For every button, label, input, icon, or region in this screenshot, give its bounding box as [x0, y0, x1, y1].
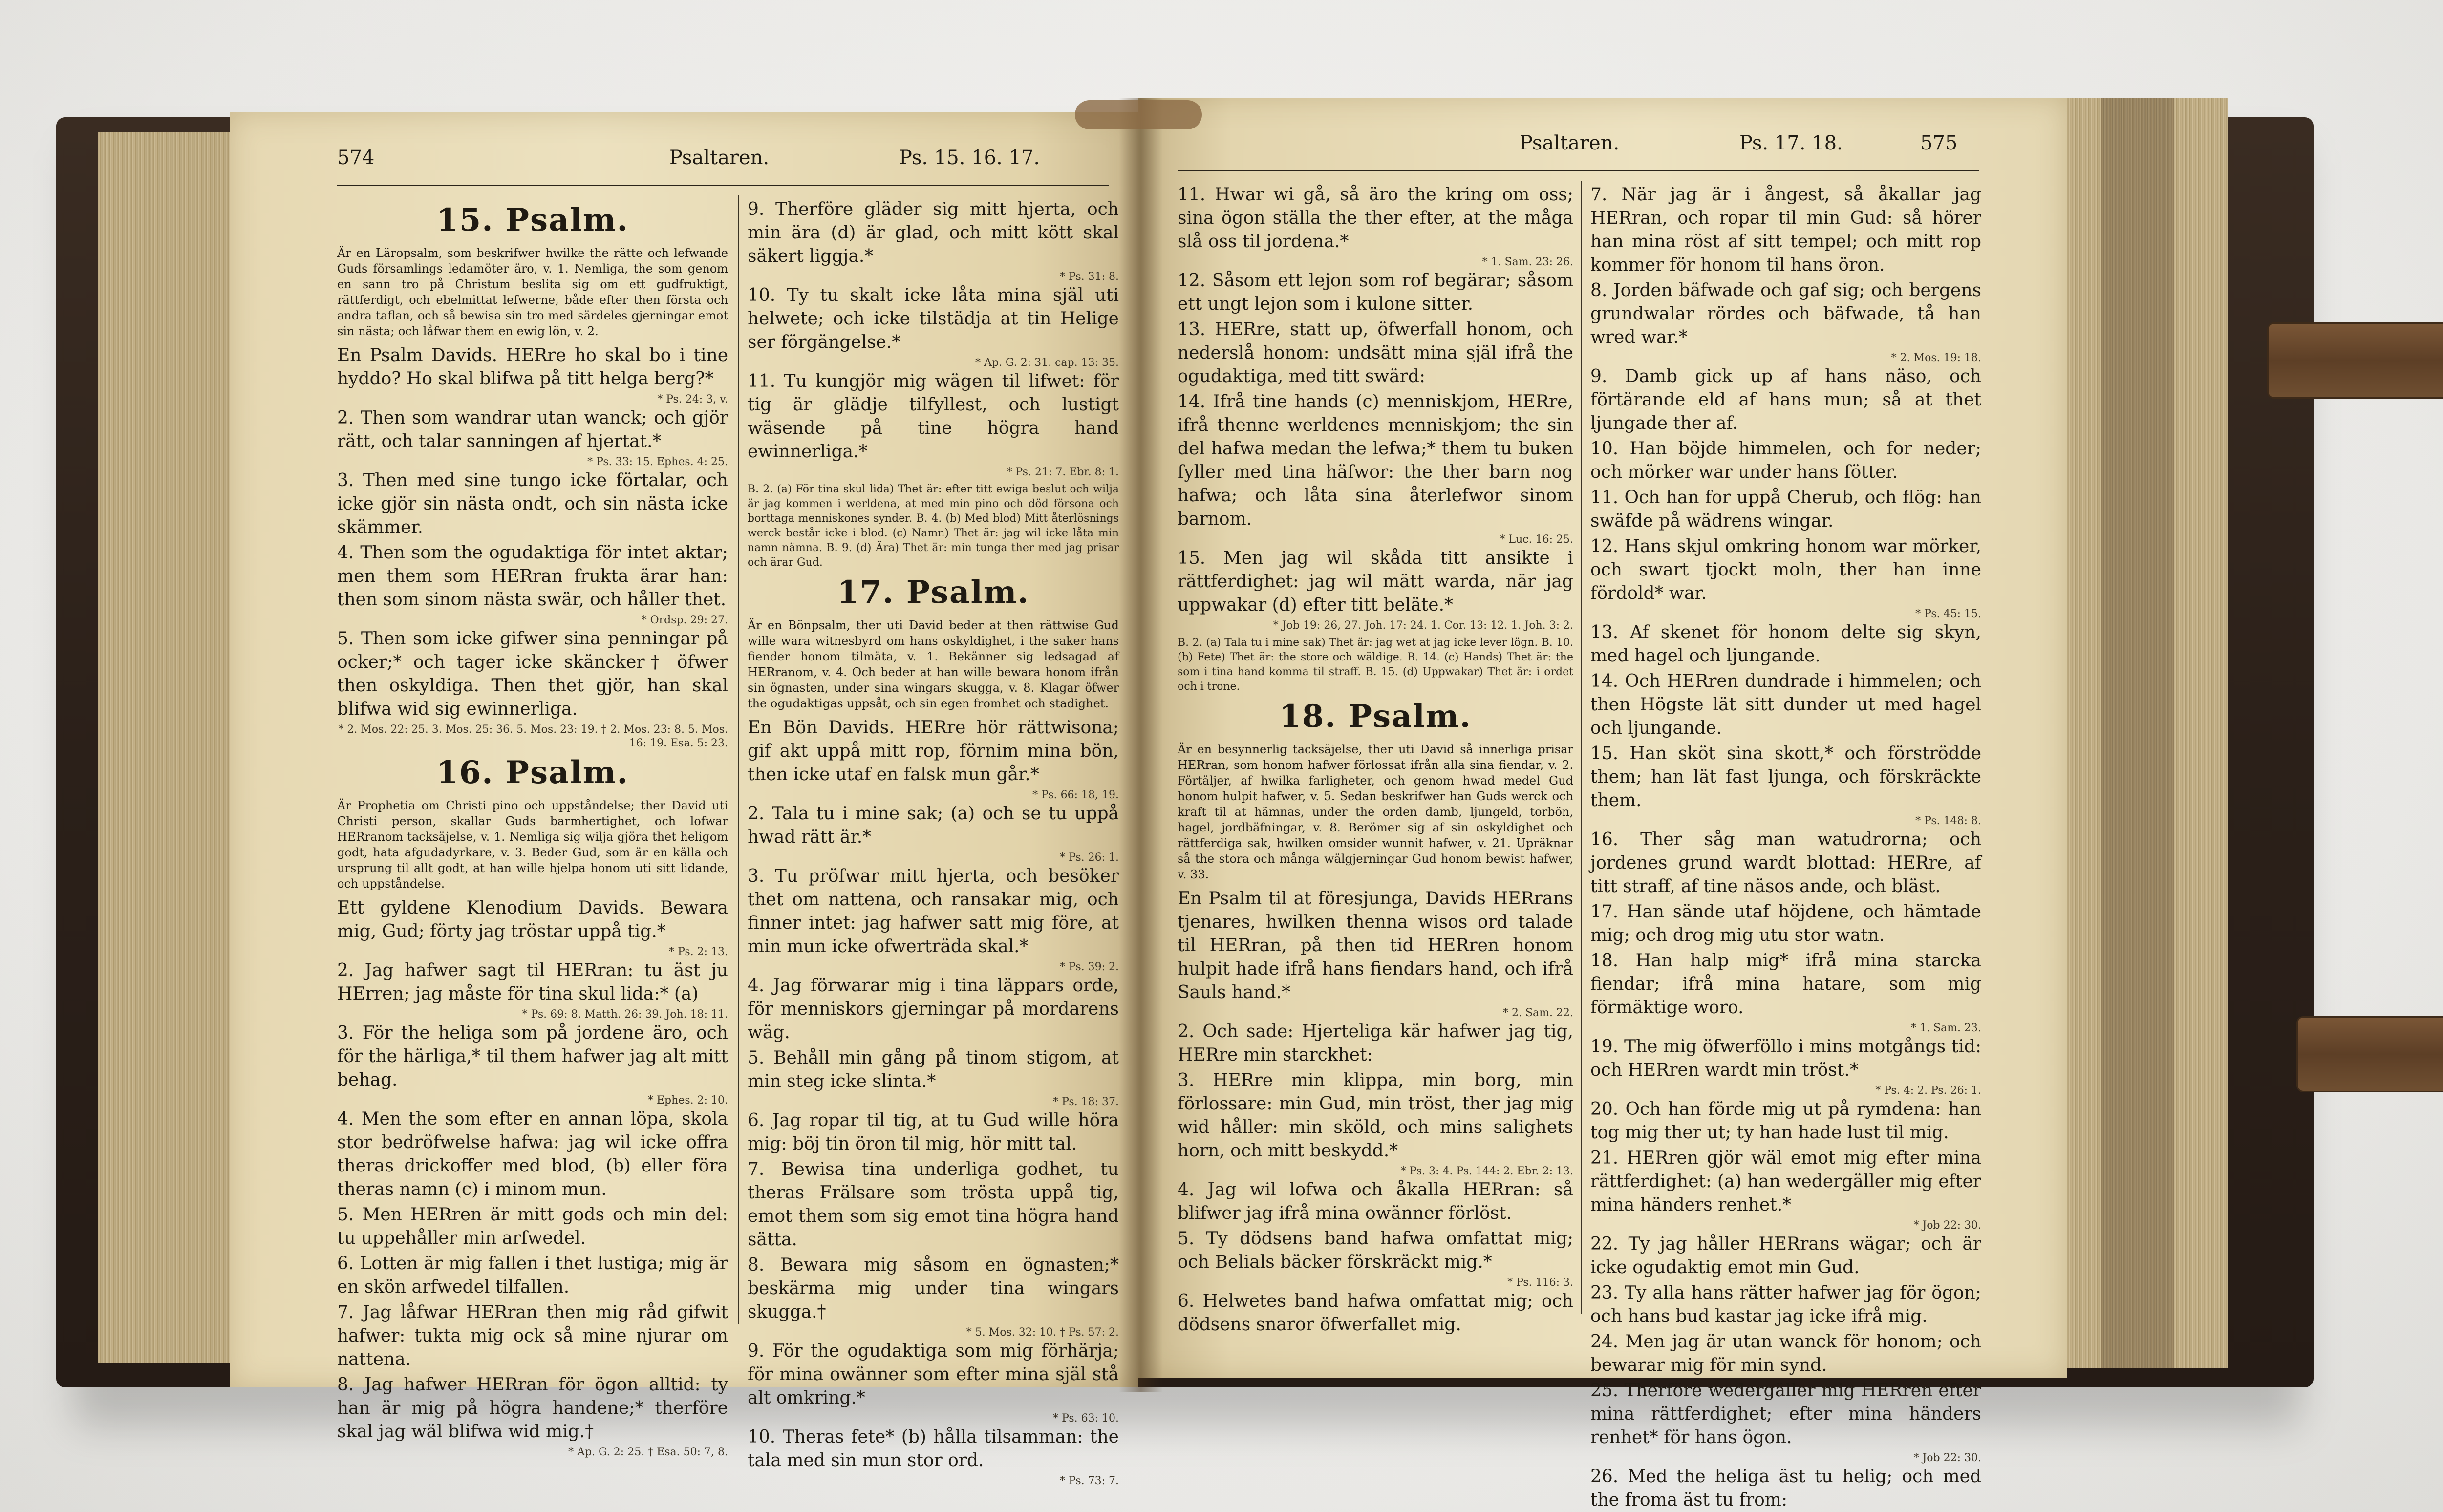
- verse: 3. Then med sine tungo icke förtalar, och icke gjör sin nästa ondt, och sin nästa icke skämmer.: [337, 470, 728, 537]
- cross-reference: * Job 22: 30.: [1913, 1452, 1981, 1464]
- cross-reference: * 2. Mos. 22: 25. 3. Mos. 25: 36. 5. Mos. 23: 19. † 2. Mos. 23: 8. 5. Mos. 16: 19. Esa. 5: 23.: [338, 724, 728, 749]
- verse: 5. Men HERren är mitt gods och min del: tu uppehåller min arfwedel.: [337, 1205, 728, 1248]
- verse: 5. Then som icke gifwer sina penningar på ocker;* och tager icke skäncker† öfwer then oskyldiga. Then thet gjör, han skal blifwa wid sig ewinnerliga.: [337, 629, 728, 719]
- verse: Ett gyldene Klenodium Davids. Bewara mig, Gud; förty jag tröstar uppå tig.*: [337, 898, 728, 941]
- cross-reference: * Ps. 21: 7. Ebr. 8: 1.: [1007, 466, 1119, 478]
- cross-reference: * Ap. G. 2: 25. † Esa. 50: 7, 8.: [568, 1446, 728, 1458]
- verse: 13. Af skenet för honom delte sig skyn, med hagel och ljungande.: [1590, 622, 1981, 666]
- verse: 10. Han böjde himmelen, och for neder; och mörker war under hans fötter.: [1590, 439, 1981, 482]
- cross-reference: * Ps. 18: 37.: [1053, 1096, 1119, 1108]
- header-rule: [1178, 170, 1979, 171]
- verse: 4. Jag förwarar mig i tina läppars orde, för menniskors gjerningar på mordarens wäg.: [748, 976, 1119, 1043]
- verse: 11. Och han for uppå Cherub, och flög: han swäfde på wädrens wingar.: [1590, 488, 1981, 531]
- verse: 6. Jag ropar til tig, at tu Gud wille höra mig: böj tin öron til mig, hör mitt tal.: [748, 1110, 1119, 1154]
- verse: 3. För the heliga som på jordene äro, och för the härliga,* til them hafwer jag alt mitt behag.: [337, 1023, 728, 1090]
- verse: 14. Ifrå tine hands (c) menniskjom, HERre, ifrå thenne werldenes menniskjom; the sin del hafwa medan the lefwa;* them tu buken fyller med tina häfwor: the ther barn nog hafwa; och låta sina återlefwor sinom barnom.: [1178, 392, 1573, 529]
- page-number: 575: [1920, 132, 1958, 154]
- cross-reference: * Job 19: 26, 27. Joh. 17: 24. 1. Cor. 13: 12. 1. Joh. 3: 2.: [1273, 619, 1573, 632]
- running-title: Psaltaren.: [669, 147, 770, 169]
- chapter-range: Ps. 15. 16. 17.: [899, 147, 1040, 169]
- psalm-title: 16. Psalm.: [436, 754, 629, 791]
- verse: 7. Jag låfwar HERran then mig råd gifwit hafwer: tukta mig ock så mine njurar om nattena.: [337, 1302, 728, 1369]
- verse: 4. Men the som efter en annan löpa, skola stor bedröfwelse hafwa: jag wil icke offra theras drickoffer med blod, (b) eller föra theras namn (c) i minom mun.: [337, 1109, 728, 1199]
- cross-reference: * Ps. 33: 15. Ephes. 4: 25.: [587, 456, 728, 468]
- verse: 13. HERre, statt up, öfwerfall honom, och nederslå honom: undsätt mina själ ifrå the ogudaktiga, med titt swärd:: [1178, 319, 1573, 386]
- verse: 4. Then som the ogudaktiga för intet aktar; men them som HERran frukta ärar han: then som sinom nästa swär, och håller thet.: [337, 543, 728, 610]
- clasp-strap-upper: [2267, 322, 2443, 399]
- cross-reference: * Ps. 45: 15.: [1915, 608, 1981, 620]
- cross-reference: * 2. Mos. 19: 18.: [1891, 352, 1981, 364]
- cross-reference: * Ps. 39: 2.: [1060, 961, 1119, 973]
- footnotes: B. 2. (a) För tina skul lida) Thet är: efter titt ewiga beslut och wilja är jag kommen i werldena, at med min pino och död försona och borttaga menniskones synder. B. 4. (b) Med blod) Mitt återlösnings werck består icke i blod. (c) Namn) Thet är: jag wil icke låta min namn nämna. B. 9. (d) Ära) Thet är: min tunga ther med jag prisar och ärar Gud.: [748, 483, 1119, 569]
- cross-reference: * Ps. 26: 1.: [1060, 852, 1119, 864]
- psalm-summary: Är en besynnerlig tacksäjelse, ther uti David så innerliga prisar HERran, som honom hafwer förlossat ifrån alla sina fiendar, v. 2. Förtäljer, af hwilka farligheter, och genom hwad medel Gud honom hulpit hafwer, v. 5. Sedan beskrifwer han Guds werck och kraft til at hämnas, under the orden damb, ljungeld, torbön, hagel, jordbäfningar, v. 8. Berömer sig af sin oskyldighet och rättferdiga sak, hwilken omsider wunnit hafwer, v. 21. Upräknar så the stora och många wälgjerningar Gud honom bewist hafwer, v. 33.: [1178, 743, 1573, 881]
- verse: 15. Men jag wil skåda titt ansikte i rättferdighet: jag wil mätt warda, när jag uppwakar (d) efter titt beläte.*: [1178, 548, 1573, 615]
- verse: 9. För the ogudaktiga som mig förhärja; för mina owänner som efter mina själ stå alt omkring.*: [748, 1341, 1119, 1408]
- right-page: [1138, 98, 2067, 1510]
- verse: 23. Ty alla hans rätter hafwer jag för ögon; och hans bud kastar jag icke ifrå mig.: [1590, 1283, 1981, 1326]
- cross-reference: * Ps. 73: 7.: [1060, 1475, 1119, 1487]
- verse: 26. Med the heliga äst tu helig; och med the froma äst tu from:: [1590, 1467, 1981, 1510]
- psalm-title: 18. Psalm.: [1279, 698, 1472, 735]
- column-divider: [1581, 181, 1582, 1314]
- chapter-range: Ps. 17. 18.: [1739, 132, 1843, 154]
- verse: En Psalm til at föresjunga, Davids HERrans tjenares, hwilken thenna wisos ord talade til HERran, på then tid HERren honom hulpit hade ifrå hans fiendars hand, och ifrå Sauls hand.*: [1178, 889, 1573, 1002]
- cross-reference: * 5. Mos. 32: 10. † Ps. 57: 2.: [966, 1326, 1119, 1339]
- cross-reference: * Ps. 116: 3.: [1507, 1277, 1573, 1289]
- verse: 11. Hwar wi gå, så äro the kring om oss; sina ögon ställa the ther efter, at the måga slå oss til jordena.*: [1178, 185, 1573, 252]
- verse: 2. Jag hafwer sagt til HERran: tu äst ju HErren; jag måste för tina skul lida:* (a): [337, 960, 728, 1004]
- page-number: 574: [337, 147, 375, 169]
- center-gutter-shadow: [1119, 98, 1163, 1392]
- verse: 8. Jag hafwer HERran för ögon alltid: ty han är mig på högra handene;* therföre skal jag wäl blifwa wid mig.†: [337, 1375, 728, 1442]
- verse: 2. Then som wandrar utan wanck; och gjör rätt, och talar sanningen af hjertat.*: [337, 408, 728, 451]
- verse: 6. Helwetes band hafwa omfattat mig; och dödsens snaror öfwerfallet mig.: [1178, 1291, 1573, 1335]
- verse: 9. Therföre gläder sig mitt hjerta, och min ära (d) är glad, och mitt kött skal säkert liggja.*: [748, 199, 1119, 266]
- header-rule: [337, 185, 1109, 186]
- cross-reference: * Ephes. 2: 10.: [648, 1094, 728, 1107]
- verse: 22. Ty jag håller HERrans wägar; och är icke ogudaktig emot min Gud.: [1590, 1234, 1981, 1278]
- left-page-edges: [98, 132, 230, 1363]
- verse: 14. Och HERren dundrade i himmelen; och then Högste lät sitt dunder ut med hagel och ljungande.: [1590, 671, 1981, 738]
- verse: 2. Tala tu i mine sak; (a) och se tu uppå hwad rätt är.*: [748, 804, 1119, 847]
- verse: 4. Jag wil lofwa och åkalla HERran: så blifwer jag ifrå mina owänner förlöst.: [1178, 1180, 1573, 1223]
- cross-reference: * Ap. G. 2: 31. cap. 13: 35.: [975, 357, 1119, 369]
- verse: 10. Theras fete* (b) hålla tilsamman: the tala med sin mun stor ord.: [748, 1427, 1119, 1470]
- psalm-title: 17. Psalm.: [837, 574, 1029, 611]
- cross-reference: * Ps. 63: 10.: [1053, 1412, 1119, 1425]
- verse: 5. Ty dödsens band hafwa omfattat mig; och Belials bäcker förskräckt mig.*: [1178, 1229, 1573, 1272]
- verse: 3. Tu pröfwar mitt hjerta, och besöker thet om nattena, och ransakar mig, och finner intet: jag hafwer satt mig före, at min mun icke ofwerträda skal.*: [748, 866, 1119, 957]
- cross-reference: * Ps. 148: 8.: [1915, 815, 1981, 827]
- cross-reference: * Ps. 2: 13.: [669, 946, 728, 958]
- verse: 7. När jag är i ångest, så åkallar jag HERran, och ropar til min Gud: så hörer han mina röst af sitt tempel; och mitt rop kommer för honom til hans öron.: [1590, 185, 1981, 275]
- verse: 21. HERren gjör wäl emot mig efter mina rättferdighet: (a) han wedergäller mig efter mina händers renhet.*: [1590, 1148, 1981, 1215]
- running-title: Psaltaren.: [1520, 132, 1620, 154]
- verse: 17. Han sände utaf höjdene, och hämtade mig; och drog mig utu stor watn.: [1590, 902, 1981, 945]
- clasp-strap-lower: [2296, 1016, 2443, 1092]
- cross-reference: * Ordsp. 29: 27.: [641, 614, 728, 626]
- cross-reference: * Luc. 16: 25.: [1500, 533, 1573, 546]
- left-page-header: [230, 147, 1138, 181]
- cross-reference: * Ps. 66: 18, 19.: [1032, 789, 1119, 801]
- cross-reference: * Ps. 24: 3, v.: [657, 393, 728, 405]
- psalm-summary: Är Prophetia om Christi pino och uppståndelse; ther David uti Christi person, skallar Guds barmhertighet, och lofwar HERranom tacksäjelse, v. 1. Nemliga sig wilja gjöra thet heligom godt, hata afgudadyrkare, v. 3. Beder Gud, som är en källa och ursprung til allt godt, at han wille hjelpa honom uti sitt lidande, och uppståndelse.: [337, 799, 728, 891]
- verse: 12. Hans skjul omkring honom war mörker, och swart tjockt moln, ther han inne fördold* war.: [1590, 536, 1981, 603]
- right-page-column-2: [1590, 183, 1981, 1510]
- psalm-title: 15. Psalm.: [436, 202, 629, 238]
- verse: 19. The mig öfwerföllo i mins motgångs tid: och HERren wardt min tröst.*: [1590, 1037, 1981, 1080]
- footnotes: B. 2. (a) Tala tu i mine sak) Thet är: jag wet at jag icke lever lögn. B. 10. (b) Fete) Thet är: the store och wäldige. B. 14. (c) Hands) Thet är: the som i tina hand komma til straff. B. 15. (d) Uppwakar) Thet är: i ordet och i trone.: [1178, 637, 1573, 693]
- verse: 15. Han sköt sina skott,* och förströdde them; han lät fast ljunga, och förskräckte them.: [1590, 744, 1981, 810]
- verse: 8. Bewara mig såsom en ögnasten;* beskärma mig under tina wingars skugga.†: [748, 1255, 1119, 1322]
- psalm-summary: Är en Bönpsalm, ther uti David beder at then rättwise Gud wille wara witnesbyrd om hans oskyldighet, i the saker hans fiender honom tilmäta, v. 1. Bekänner sig ledsagad af HERranom, v. 4. Och beder at han wille bewara honom ifrån sin ögnasten, under sina wingars skugga, v. 8. Klagar öfwer the ogudaktigas uppsåt, och sin egen fromhet och stadighet.: [748, 618, 1119, 710]
- verse: 12. Såsom ett lejon som rof begärar; såsom ett ungt lejon som i kulone sitter.: [1178, 271, 1573, 314]
- column-divider: [738, 195, 739, 1324]
- verse: 9. Damb gick up af hans näso, och förtärande eld af hans mun; så at thet ljungade ther af.: [1590, 366, 1981, 433]
- right-page-edges-shade: [2101, 98, 2174, 1368]
- verse: 3. HERre min klippa, min borg, min förlossare: min Gud, min tröst, ther jag mig wid håller: min sköld, och mins salighets horn, och mitt beskydd.*: [1178, 1070, 1573, 1161]
- verse: 25. Therföre wedergäller mig HERren efter mina rättferdighet; efter mina händers renhet* för hans ögon.: [1590, 1381, 1981, 1448]
- verse: 11. Tu kungjör mig wägen til lifwet: för tig är glädje tilfyllest, och lustigt wäsende på tine högra hand ewinnerliga.*: [748, 371, 1119, 462]
- verse: 7. Bewisa tina underliga godhet, tu theras Frälsare som trösta uppå tig, emot them som sig emot tina högra hand sätta.: [748, 1159, 1119, 1250]
- verse: 2. Och sade: Hjerteliga kär hafwer jag tig, HERre min starckhet:: [1178, 1022, 1573, 1065]
- cross-reference: * Ps. 69: 8. Matth. 26: 39. Joh. 18: 11.: [522, 1008, 728, 1021]
- verse: 5. Behåll min gång på tinom stigom, at min steg icke slinta.*: [748, 1048, 1119, 1091]
- left-page-column-1: [337, 198, 728, 1458]
- right-page-column-1: [1178, 183, 1573, 1335]
- spine-headband: [1075, 100, 1202, 129]
- verse: 6. Lotten är mig fallen i thet lustiga; mig är en skön arfwedel tilfallen.: [337, 1254, 728, 1297]
- verse: 24. Men jag är utan wanck för honom; och bewarar mig för min synd.: [1590, 1332, 1981, 1375]
- verse: 10. Ty tu skalt icke låta mina själ uti helwete; och icke tilstädja at tin Helige ser förgängelse.*: [748, 285, 1119, 352]
- verse: 8. Jorden bäfwade och gaf sig; och bergens grundwalar rördes och bäfwade, tå han wred war.*: [1590, 280, 1981, 347]
- cross-reference: * 2. Sam. 22.: [1503, 1007, 1573, 1019]
- verse: 18. Han halp mig* ifrå mina starcka fiendar; ifrå mina hatare, som mig förmäktige woro.: [1590, 951, 1981, 1018]
- cross-reference: * Job 22: 30.: [1913, 1219, 1981, 1232]
- cross-reference: * Ps. 31: 8.: [1060, 271, 1119, 283]
- verse: 16. Ther såg man watudrorna; och jordenes grund wardt blottad: HERre, af titt straff, af tine näsos ande, och bläst.: [1590, 830, 1981, 896]
- cross-reference: * 1. Sam. 23.: [1911, 1022, 1981, 1034]
- right-page-header: [1138, 132, 2067, 166]
- left-page-column-2: [748, 198, 1119, 1487]
- psalm-summary: Är en Läropsalm, som beskrifwer hwilke the rätte och lefwande Guds församlings ledamöter äro, v. 1. Nemliga, the som genom en sann tro på Christum beslita sig om ett gudfruktigt, rättferdigt, och ebelmittat lefwerne, både efter then första och andra taflan, och så bewisa sin tro med särdeles gjerningar emot sin nästa; och låfwar them en ewig lön, v. 2.: [337, 246, 728, 338]
- left-page: [230, 112, 1138, 1487]
- verse: 20. Och han förde mig ut på rymdena: han tog mig ther ut; ty han hade lust til mig.: [1590, 1099, 1981, 1143]
- cross-reference: * 1. Sam. 23: 26.: [1482, 256, 1573, 268]
- cross-reference: * Ps. 4: 2. Ps. 26: 1.: [1875, 1085, 1981, 1097]
- cross-reference: * Ps. 3: 4. Ps. 144: 2. Ebr. 2: 13.: [1400, 1165, 1573, 1177]
- verse: En Bön Davids. HERre hör rättwisona; gif akt uppå mitt rop, förnim mina bön, then icke utaf en falsk mun går.*: [748, 718, 1119, 785]
- verse: En Psalm Davids. HERre ho skal bo i tine hyddo? Ho skal blifwa på titt helga berg?*: [337, 345, 728, 389]
